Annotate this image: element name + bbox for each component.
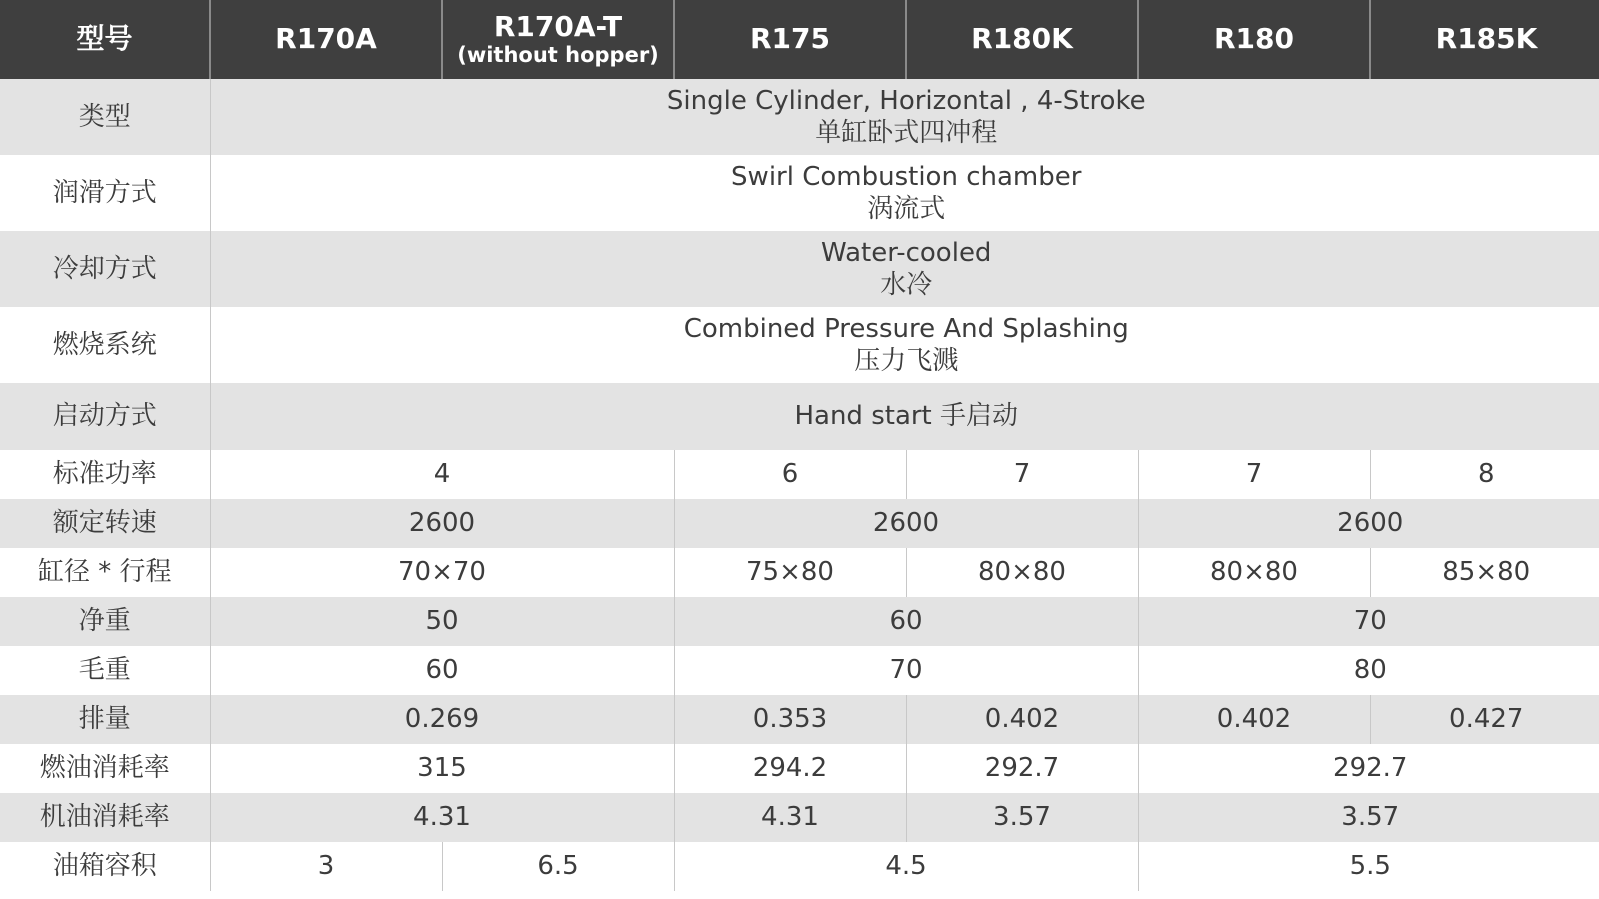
cell: 80×80 [906, 548, 1138, 597]
model-r185k: R185K [1370, 0, 1599, 79]
row-start [0, 383, 1599, 450]
row-label: 润滑方式 [0, 155, 210, 231]
value-en: Single Cylinder, Horizontal , 4-Stroke [666, 85, 1146, 116]
row-speed [0, 499, 1599, 548]
row-value [210, 307, 1599, 383]
row-label: 排量 [0, 695, 210, 744]
value-en: Swirl Combustion chamber [731, 161, 1082, 192]
cell: 80×80 [1138, 548, 1370, 597]
model-r170a-t-name: R170A-T [493, 9, 623, 43]
row-value [210, 79, 1599, 155]
cell: 7 [906, 450, 1138, 499]
row-value: Hand start 手启动 [210, 383, 1599, 450]
row-label: 启动方式 [0, 383, 210, 450]
cell: 3.57 [906, 793, 1138, 842]
model-r180: R180 [1138, 0, 1370, 79]
cell: 4 [210, 450, 674, 499]
row-tank-capacity [0, 842, 1599, 891]
cell: 6 [674, 450, 906, 499]
row-combustion [0, 307, 1599, 383]
row-label: 机油消耗率 [0, 793, 210, 842]
cell: 0.427 [1370, 695, 1599, 744]
cell: 292.7 [906, 744, 1138, 793]
row-type [0, 79, 1599, 155]
cell: 2600 [1138, 499, 1599, 548]
cell: 70 [1138, 597, 1599, 646]
header-row [0, 0, 1599, 79]
cell: 294.2 [674, 744, 906, 793]
model-r170a-t-note: (without hopper) [457, 43, 659, 68]
row-label: 标准功率 [0, 450, 210, 499]
row-label: 燃油消耗率 [0, 744, 210, 793]
row-label: 燃烧系统 [0, 307, 210, 383]
cell: 70×70 [210, 548, 674, 597]
row-power [0, 450, 1599, 499]
value-en: Combined Pressure And Splashing [683, 313, 1129, 344]
cell: 0.353 [674, 695, 906, 744]
row-label: 毛重 [0, 646, 210, 695]
row-bore-stroke [0, 548, 1599, 597]
row-value [210, 155, 1599, 231]
cell: 4.5 [674, 842, 1138, 891]
cell: 2600 [674, 499, 1138, 548]
value-cn: 压力飞溅 [854, 346, 959, 376]
row-value [210, 231, 1599, 307]
cell: 75×80 [674, 548, 906, 597]
cell: 60 [210, 646, 674, 695]
row-gross-weight [0, 646, 1599, 695]
value-en: Water-cooled [821, 237, 992, 268]
model-r175: R175 [674, 0, 906, 79]
cell: 292.7 [1138, 744, 1599, 793]
model-r170a: R170A [210, 0, 442, 79]
value-cn: 单缸卧式四冲程 [815, 118, 998, 148]
cell: 0.402 [1138, 695, 1370, 744]
value-cn: 水冷 [880, 270, 933, 300]
model-r170a-t [442, 0, 674, 79]
row-label: 油箱容积 [0, 842, 210, 891]
row-label: 净重 [0, 597, 210, 646]
cell: 0.402 [906, 695, 1138, 744]
cell: 80 [1138, 646, 1599, 695]
cell: 2600 [210, 499, 674, 548]
row-fuel-consumption [0, 744, 1599, 793]
row-displacement [0, 695, 1599, 744]
row-oil-consumption [0, 793, 1599, 842]
cell: 3.57 [1138, 793, 1599, 842]
cell: 85×80 [1370, 548, 1599, 597]
cell: 3 [210, 842, 442, 891]
cell: 4.31 [210, 793, 674, 842]
cell: 8 [1370, 450, 1599, 499]
cell: 4.31 [674, 793, 906, 842]
row-label: 冷却方式 [0, 231, 210, 307]
cell: 60 [674, 597, 1138, 646]
cell: 7 [1138, 450, 1370, 499]
cell: 5.5 [1138, 842, 1599, 891]
row-label: 类型 [0, 79, 210, 155]
cell: 315 [210, 744, 674, 793]
value-cn: 涡流式 [867, 194, 946, 224]
row-label: 缸径 * 行程 [0, 548, 210, 597]
row-label: 额定转速 [0, 499, 210, 548]
row-cooling [0, 231, 1599, 307]
cell: 0.269 [210, 695, 674, 744]
row-lubrication [0, 155, 1599, 231]
cell: 70 [674, 646, 1138, 695]
cell: 6.5 [442, 842, 674, 891]
model-r180k: R180K [906, 0, 1138, 79]
header-label: 型号 [0, 0, 210, 79]
cell: 50 [210, 597, 674, 646]
row-net-weight [0, 597, 1599, 646]
